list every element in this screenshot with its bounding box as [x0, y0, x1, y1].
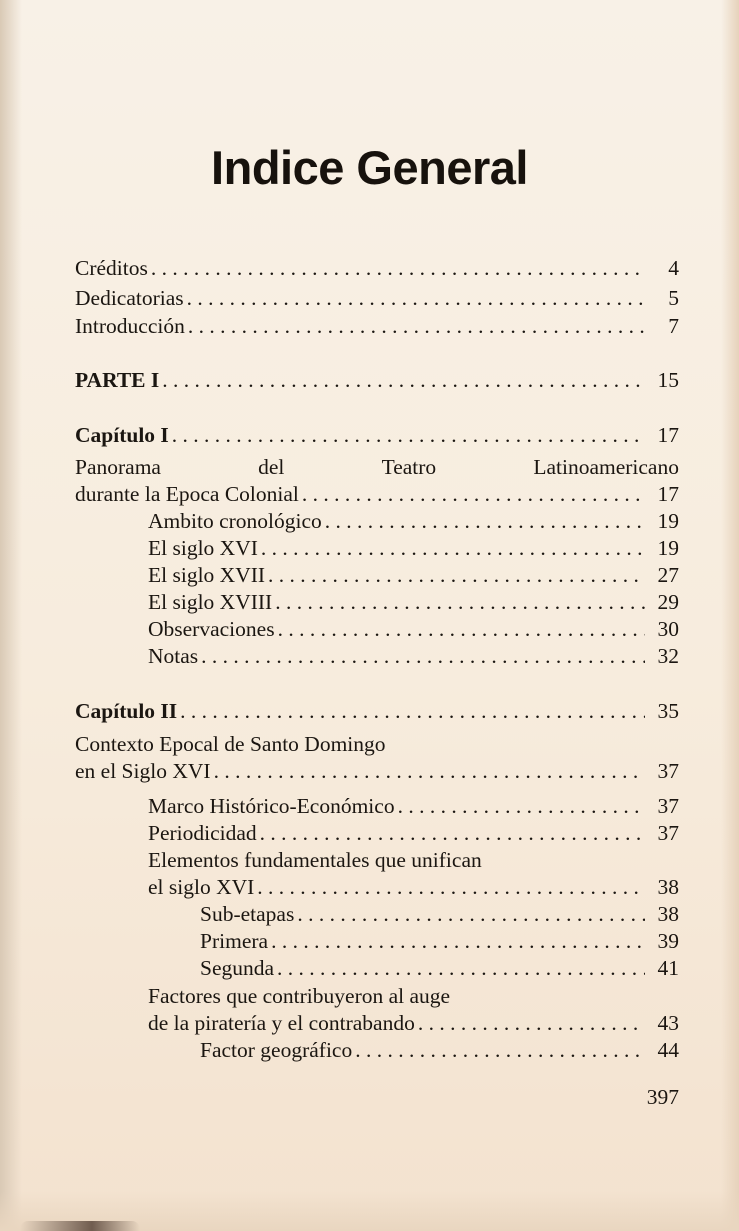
toc-entry-notas [148, 643, 679, 669]
toc-entry-label: Marco Histórico-Económico [148, 794, 395, 818]
leader-dots [398, 793, 645, 819]
toc-entry-label: Capítulo II [75, 699, 178, 723]
toc-entry-label: el siglo XVI [148, 875, 255, 899]
toc-entry-primera [200, 928, 679, 954]
toc-heading-elementos: Elementos fundamentales que unifican [148, 848, 482, 872]
toc-entry-page: 37 [657, 794, 679, 818]
toc-entry-page: 38 [657, 875, 679, 899]
heading-word: Teatro [381, 455, 437, 479]
leader-dots [418, 1010, 645, 1036]
leader-dots [188, 313, 645, 339]
toc-entry-page: 44 [657, 1038, 679, 1062]
toc-entry-page: 30 [657, 617, 679, 641]
toc-entry-periodicidad [148, 820, 679, 846]
toc-entry-observaciones [148, 616, 679, 642]
toc-entry-page: 37 [657, 821, 679, 845]
toc-entry-page: 32 [657, 644, 679, 668]
toc-entry-creditos [75, 255, 679, 281]
leader-dots [355, 1037, 645, 1063]
toc-entry-page: 4 [668, 256, 679, 280]
leader-dots [278, 616, 645, 642]
toc-entry-label: en el Siglo XVI [75, 759, 211, 783]
toc-entry-marco [148, 793, 679, 819]
toc-entry-ambito [148, 508, 679, 534]
heading-word: del [258, 455, 285, 479]
toc-entry-label: Sub-etapas [200, 902, 295, 926]
toc-entry-label: durante la Epoca Colonial [75, 482, 299, 506]
toc-entry-label: Créditos [75, 256, 148, 280]
toc-entry-page: 35 [657, 699, 679, 723]
toc-entry-page: 27 [657, 563, 679, 587]
leader-dots [201, 643, 645, 669]
toc-entry-capitulo-ii [75, 698, 679, 724]
leader-dots [261, 535, 645, 561]
leader-dots [257, 874, 645, 900]
toc-entry-label: Primera [200, 929, 269, 953]
toc-entry-page: 39 [657, 929, 679, 953]
leader-dots [151, 255, 645, 281]
toc-entry-pirateria [148, 1010, 679, 1036]
toc-entry-label: Capítulo I [75, 423, 169, 447]
leader-dots [260, 820, 645, 846]
toc-entry-label: de la piratería y el contrabando [148, 1011, 415, 1035]
heading-word: Panorama [75, 455, 161, 479]
leader-dots [297, 901, 645, 927]
leader-dots [187, 285, 645, 311]
toc-entry-label: PARTE I [75, 368, 160, 392]
toc-entry-label: El siglo XVIII [148, 590, 273, 614]
heading-word: Latinoamericano [533, 455, 679, 479]
toc-entry-introduccion [75, 313, 679, 339]
toc-entry-page: 19 [657, 536, 679, 560]
toc-entry-sub-etapas [200, 901, 679, 927]
toc-entry-label: Dedicatorias [75, 286, 184, 310]
leader-dots [302, 481, 645, 507]
toc-entry-page: 29 [657, 590, 679, 614]
toc-entry-dedicatorias [75, 285, 679, 311]
leader-dots [325, 508, 645, 534]
toc-heading-panorama [75, 454, 679, 480]
toc-entry-label: Periodicidad [148, 821, 257, 845]
toc-entry-label: Segunda [200, 956, 275, 980]
leader-dots [275, 589, 645, 615]
toc-entry-page: 7 [668, 314, 679, 338]
toc-entry-page: 41 [657, 956, 679, 980]
leader-dots [162, 367, 645, 393]
toc-entry-label: El siglo XVII [148, 563, 266, 587]
leader-dots [271, 928, 645, 954]
toc-entry-label: Ambito cronológico [148, 509, 322, 533]
leader-dots [268, 562, 645, 588]
page-title: Indice General [211, 141, 528, 194]
toc-entry-page: 37 [657, 759, 679, 783]
toc-entry-siglo-xvi [148, 535, 679, 561]
toc-entry-page: 17 [657, 423, 679, 447]
toc-entry-el-siglo-xvi [148, 874, 679, 900]
toc-entry-page: 19 [657, 509, 679, 533]
leader-dots [172, 422, 645, 448]
toc-entry-page: 38 [657, 902, 679, 926]
toc-entry-parte-i [75, 367, 679, 393]
toc-entry-label: Observaciones [148, 617, 275, 641]
toc-entry-siglo-xvi-ch2 [75, 758, 679, 784]
toc-entry-siglo-xviii [148, 589, 679, 615]
toc-entry-page: 43 [657, 1011, 679, 1035]
leader-dots [180, 698, 645, 724]
toc-entry-label: El siglo XVI [148, 536, 258, 560]
toc-entry-page: 5 [668, 286, 679, 310]
toc-entry-label: Notas [148, 644, 199, 668]
toc-entry-epoca-colonial [75, 481, 679, 507]
toc-entry-capitulo-i [75, 422, 679, 448]
leader-dots [277, 955, 645, 981]
page-number: 397 [646, 1085, 679, 1109]
toc-entry-label: Factor geográfico [200, 1038, 353, 1062]
toc-entry-segunda [200, 955, 679, 981]
toc-heading-factores: Factores que contribuyeron al auge [148, 984, 451, 1008]
toc-heading-contexto: Contexto Epocal de Santo Domingo [75, 732, 386, 756]
toc-entry-siglo-xvii [148, 562, 679, 588]
toc-entry-page: 17 [657, 482, 679, 506]
leader-dots [214, 758, 645, 784]
toc-entry-factor-geografico [200, 1037, 679, 1063]
toc-entry-page: 15 [657, 368, 679, 392]
toc-entry-label: Introducción [75, 314, 185, 338]
scan-mark [20, 1221, 140, 1231]
